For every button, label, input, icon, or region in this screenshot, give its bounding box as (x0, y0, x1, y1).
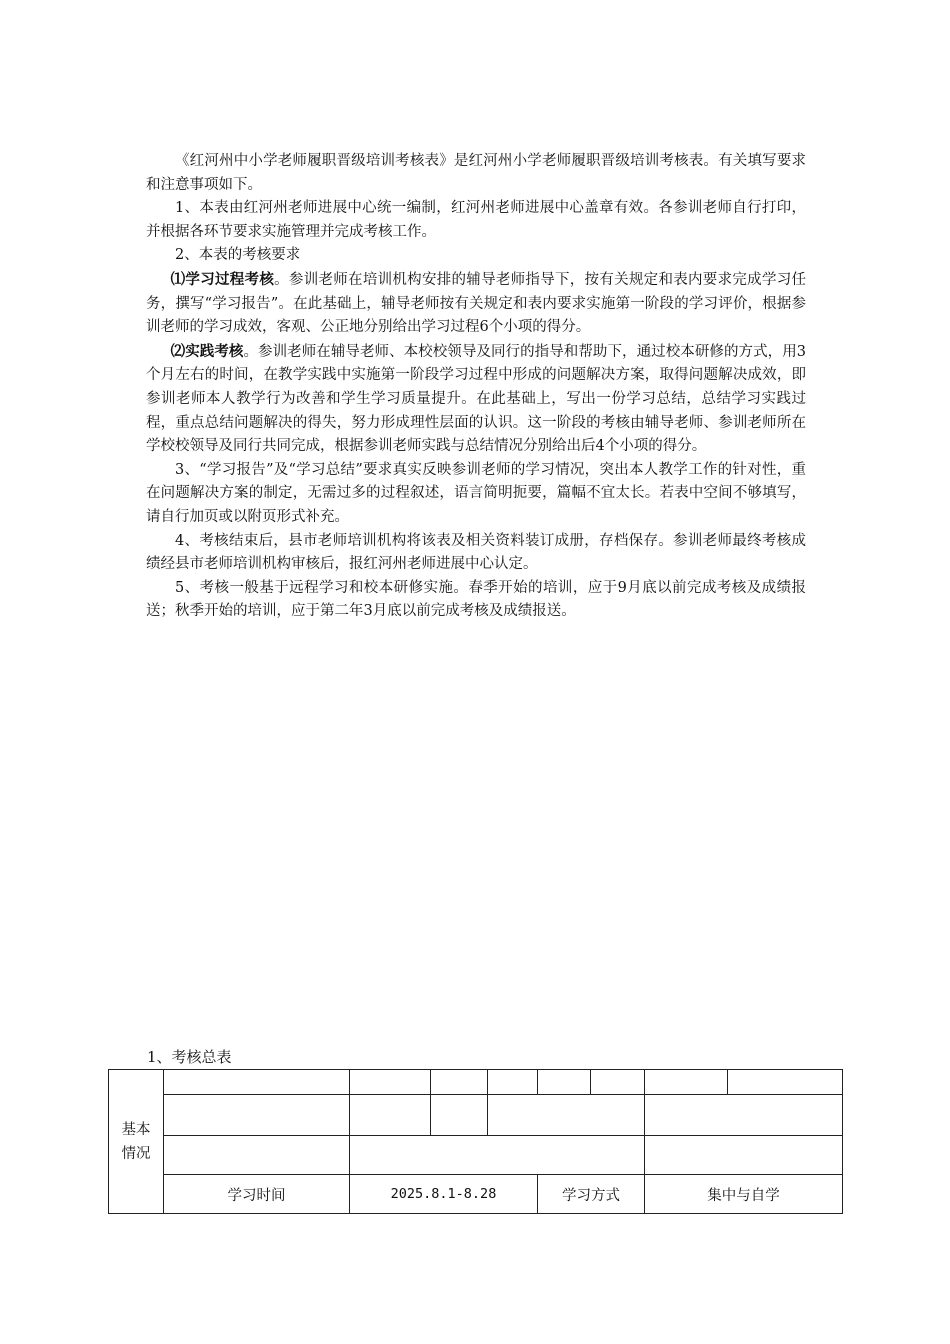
table-cell[interactable] (591, 1070, 645, 1095)
study-mode-label-cell: 学习方式 (538, 1175, 645, 1214)
basic-info-label-cell (109, 1070, 164, 1214)
table-cell[interactable] (350, 1136, 645, 1175)
table-cell[interactable] (431, 1070, 488, 1095)
assessment-summary-table (108, 1069, 843, 1214)
table-cell[interactable] (350, 1095, 431, 1136)
rule-3-paragraph: 3、“学习报告”及“学习总结”要求真实反映参训老师的学习情况，突出本人教学工作的针对性，重在问题解决方案的制定，无需过多的过程叙述，语言简明扼要，篇幅不宜太长。若表中空间不够填写，请自行加页或以附页形式补充。 (146, 461, 806, 525)
summary-table-title: 1、考核总表 (147, 1048, 232, 1066)
table-row (109, 1095, 843, 1136)
table-cell[interactable] (164, 1136, 350, 1175)
table-cell[interactable] (728, 1070, 843, 1095)
table-row (109, 1136, 843, 1175)
study-mode-value-cell[interactable]: 集中与自学 (645, 1175, 843, 1214)
table-cell[interactable] (538, 1070, 591, 1095)
study-time-value-cell[interactable]: 2025.8.1-8.28 (350, 1175, 538, 1214)
rule-2-1-paragraph (146, 268, 806, 340)
learning-process-assessment-text: 。参训老师在培训机构安排的辅导老师指导下，按有关规定和表内要求完成学习任务，撰写“学习报告”。在此基础上，辅导老师按有关规定和表内要求实施第一阶段的学习评价，根据参训老师的学习成效，客观、公正地分别给出学习过程6个小项的得分。 (146, 271, 807, 336)
table-cell[interactable] (645, 1095, 843, 1136)
learning-process-assessment-label: ⑴学习过程考核 (170, 270, 275, 288)
rule-5-paragraph: 5、考核一般基于远程学习和校本研修实施。春季开始的培训，应于9月底以前完成考核及成绩报送；秋季开始的培训，应于第二年3月底以前完成考核及成绩报送。 (146, 579, 806, 620)
basic-info-label-line2: 情况 (121, 1145, 151, 1162)
intro-paragraph: 《红河州中小学老师履职晋级培训考核表》是红河州小学老师履职晋级培训考核表。有关填写要求和注意事项如下。 (146, 153, 806, 193)
table-row (109, 1175, 843, 1214)
basic-info-label-line1: 基本 (121, 1121, 151, 1138)
table-cell[interactable] (645, 1136, 843, 1175)
practice-assessment-text: 。参训老师在辅导老师、本校校领导及同行的指导和帮助下，通过校本研修的方式，用3个月左右的时间，在教学实践中实施第一阶段学习过程中形成的问题解决方案，取得问题解决成效，即参训老师本人教学行为改善和学生学习质量提升。在此基础上，写出一份学习总结，总结学习实践过程，重点总结问题解决的得失，努力形成理性层面的认识。这一阶段的考核由辅导老师、参训老师所在学校校领导及同行共同完成，根据参训老师实践与总结情况分别给出后4个小项的得分。 (146, 343, 806, 455)
rule-2-2-paragraph (146, 340, 806, 459)
instructions-text (146, 150, 806, 624)
rule-2-heading: 2、本表的考核要求 (175, 247, 301, 264)
table-cell[interactable] (431, 1095, 488, 1136)
table-row (109, 1070, 843, 1095)
table-cell[interactable] (164, 1070, 350, 1095)
table-cell[interactable] (350, 1070, 431, 1095)
study-time-label-cell: 学习时间 (164, 1175, 350, 1214)
table-cell[interactable] (645, 1070, 728, 1095)
rule-4-paragraph: 4、考核结束后，县市老师培训机构将该表及相关资料装订成册，存档保存。参训老师最终考核成绩经县市老师培训机构审核后，报红河州老师进展中心认定。 (146, 532, 806, 573)
table-cell[interactable] (488, 1095, 645, 1136)
table-cell[interactable] (488, 1070, 538, 1095)
rule-1-paragraph: 1、本表由红河州老师进展中心统一编制，红河州老师进展中心盖章有效。各参训老师自行打印，并根据各环节要求实施管理并完成考核工作。 (146, 200, 806, 240)
table-cell[interactable] (164, 1095, 350, 1136)
practice-assessment-label: ⑵实践考核 (170, 342, 244, 360)
